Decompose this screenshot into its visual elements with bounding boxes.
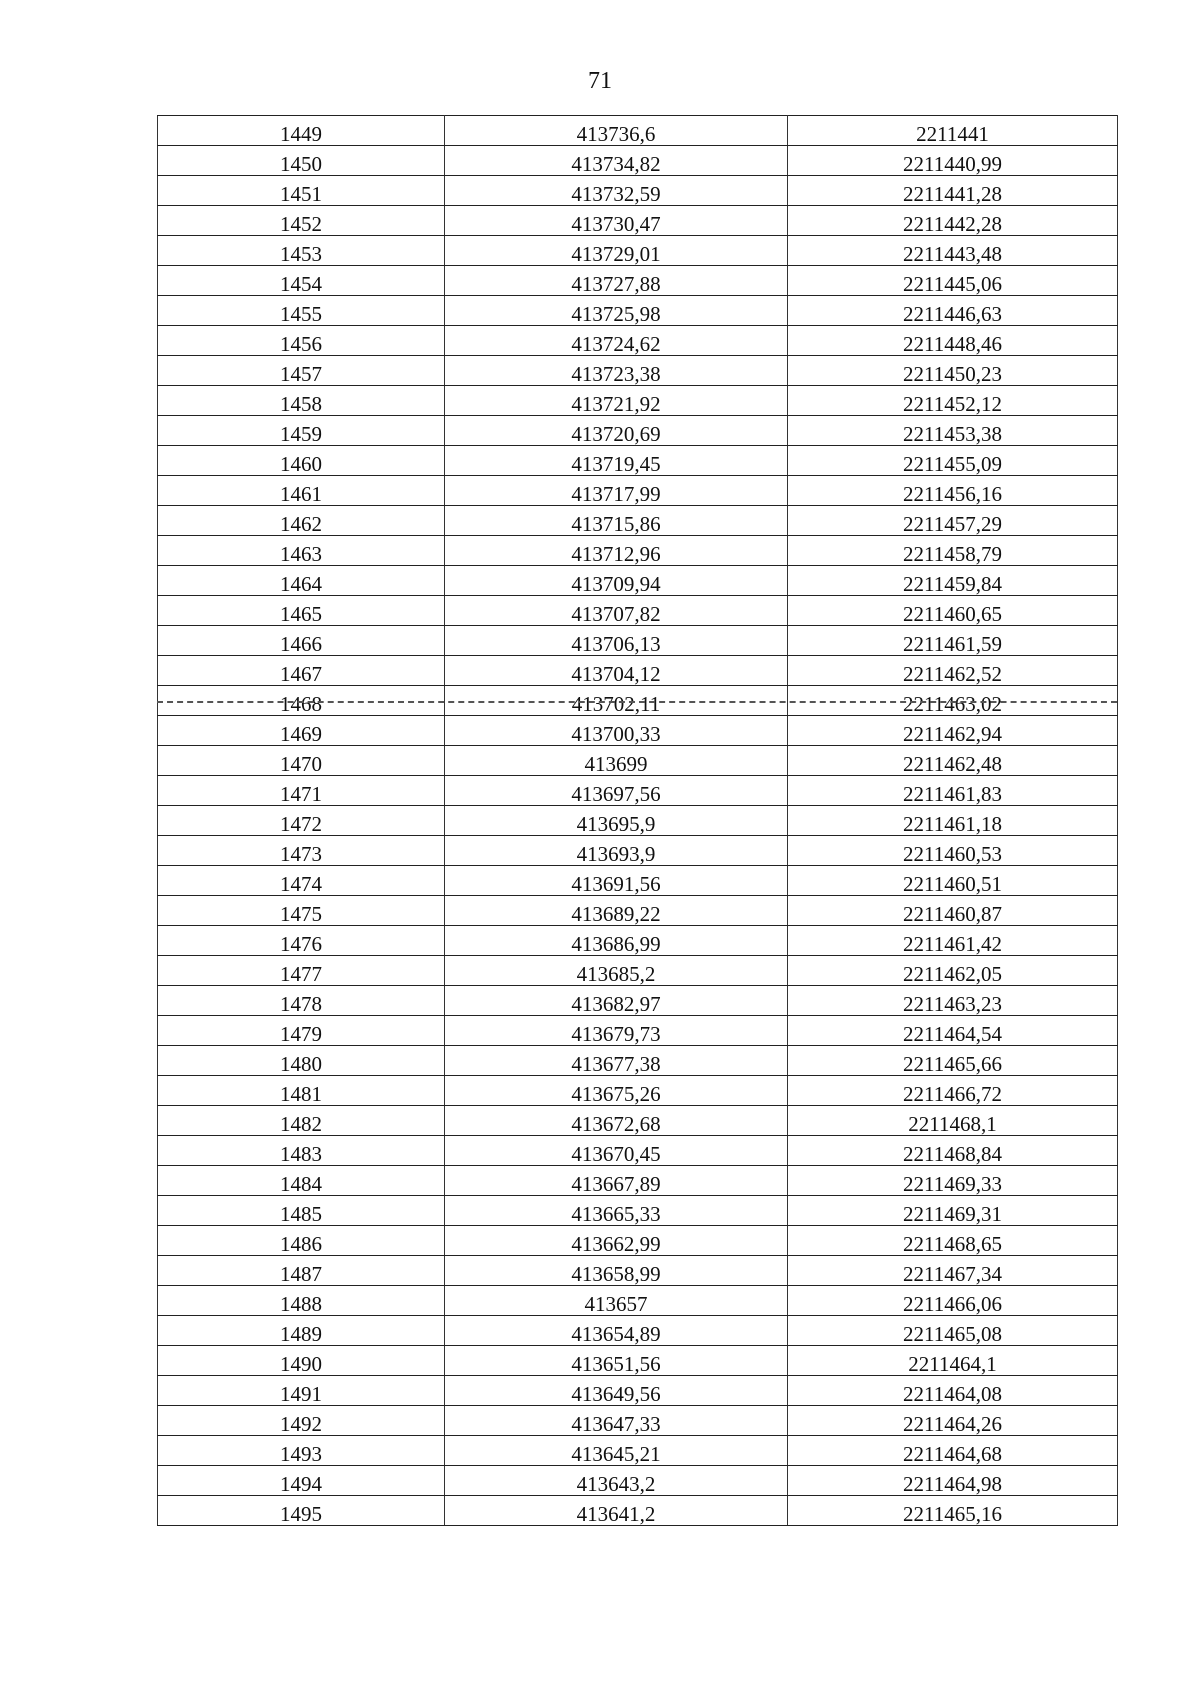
x-coordinate-cell: 413721,92 bbox=[445, 386, 788, 416]
y-coordinate-cell: 2211462,52 bbox=[788, 656, 1118, 686]
x-coordinate-cell: 413675,26 bbox=[445, 1076, 788, 1106]
point-number-cell: 1466 bbox=[158, 626, 445, 656]
point-number-cell: 1485 bbox=[158, 1196, 445, 1226]
scan-dash-line bbox=[157, 701, 1117, 703]
table-row bbox=[158, 626, 1118, 656]
table-row bbox=[158, 1046, 1118, 1076]
y-coordinate-cell: 2211458,79 bbox=[788, 536, 1118, 566]
table-row bbox=[158, 566, 1118, 596]
x-coordinate-cell: 413702,11 bbox=[445, 686, 788, 716]
y-coordinate-cell: 2211445,06 bbox=[788, 266, 1118, 296]
y-coordinate-cell: 2211461,59 bbox=[788, 626, 1118, 656]
table-row bbox=[158, 1406, 1118, 1436]
y-coordinate-cell: 2211466,72 bbox=[788, 1076, 1118, 1106]
table-body bbox=[158, 116, 1118, 1526]
y-coordinate-cell: 2211469,33 bbox=[788, 1166, 1118, 1196]
x-coordinate-cell: 413645,21 bbox=[445, 1436, 788, 1466]
y-coordinate-cell: 2211465,16 bbox=[788, 1496, 1118, 1526]
point-number-cell: 1462 bbox=[158, 506, 445, 536]
y-coordinate-cell: 2211465,08 bbox=[788, 1316, 1118, 1346]
y-coordinate-cell: 2211442,28 bbox=[788, 206, 1118, 236]
y-coordinate-cell: 2211466,06 bbox=[788, 1286, 1118, 1316]
y-coordinate-cell: 2211446,63 bbox=[788, 296, 1118, 326]
y-coordinate-cell: 2211462,05 bbox=[788, 956, 1118, 986]
point-number-cell: 1475 bbox=[158, 896, 445, 926]
x-coordinate-cell: 413699 bbox=[445, 746, 788, 776]
x-coordinate-cell: 413697,56 bbox=[445, 776, 788, 806]
table-row bbox=[158, 1226, 1118, 1256]
x-coordinate-cell: 413709,94 bbox=[445, 566, 788, 596]
x-coordinate-cell: 413693,9 bbox=[445, 836, 788, 866]
table-row bbox=[158, 1256, 1118, 1286]
point-number-cell: 1474 bbox=[158, 866, 445, 896]
x-coordinate-cell: 413725,98 bbox=[445, 296, 788, 326]
table-row bbox=[158, 326, 1118, 356]
y-coordinate-cell: 2211460,51 bbox=[788, 866, 1118, 896]
point-number-cell: 1457 bbox=[158, 356, 445, 386]
y-coordinate-cell: 2211468,1 bbox=[788, 1106, 1118, 1136]
table-row bbox=[158, 926, 1118, 956]
y-coordinate-cell: 2211452,12 bbox=[788, 386, 1118, 416]
point-number-cell: 1452 bbox=[158, 206, 445, 236]
x-coordinate-cell: 413727,88 bbox=[445, 266, 788, 296]
x-coordinate-cell: 413679,73 bbox=[445, 1016, 788, 1046]
point-number-cell: 1469 bbox=[158, 716, 445, 746]
table-row bbox=[158, 356, 1118, 386]
x-coordinate-cell: 413732,59 bbox=[445, 176, 788, 206]
point-number-cell: 1491 bbox=[158, 1376, 445, 1406]
point-number-cell: 1484 bbox=[158, 1166, 445, 1196]
y-coordinate-cell: 2211461,42 bbox=[788, 926, 1118, 956]
point-number-cell: 1483 bbox=[158, 1136, 445, 1166]
y-coordinate-cell: 2211463,02 bbox=[788, 686, 1118, 716]
y-coordinate-cell: 2211464,08 bbox=[788, 1376, 1118, 1406]
page-number: 71 bbox=[588, 68, 612, 94]
x-coordinate-cell: 413670,45 bbox=[445, 1136, 788, 1166]
x-coordinate-cell: 413695,9 bbox=[445, 806, 788, 836]
point-number-cell: 1454 bbox=[158, 266, 445, 296]
x-coordinate-cell: 413685,2 bbox=[445, 956, 788, 986]
y-coordinate-cell: 2211465,66 bbox=[788, 1046, 1118, 1076]
point-number-cell: 1464 bbox=[158, 566, 445, 596]
point-number-cell: 1451 bbox=[158, 176, 445, 206]
x-coordinate-cell: 413649,56 bbox=[445, 1376, 788, 1406]
y-coordinate-cell: 2211468,65 bbox=[788, 1226, 1118, 1256]
point-number-cell: 1489 bbox=[158, 1316, 445, 1346]
x-coordinate-cell: 413647,33 bbox=[445, 1406, 788, 1436]
point-number-cell: 1449 bbox=[158, 116, 445, 146]
table-row bbox=[158, 716, 1118, 746]
point-number-cell: 1478 bbox=[158, 986, 445, 1016]
x-coordinate-cell: 413691,56 bbox=[445, 866, 788, 896]
table-row bbox=[158, 1346, 1118, 1376]
table-row bbox=[158, 1166, 1118, 1196]
table-row bbox=[158, 1106, 1118, 1136]
table-row bbox=[158, 146, 1118, 176]
table-row bbox=[158, 596, 1118, 626]
x-coordinate-cell: 413662,99 bbox=[445, 1226, 788, 1256]
point-number-cell: 1465 bbox=[158, 596, 445, 626]
y-coordinate-cell: 2211440,99 bbox=[788, 146, 1118, 176]
point-number-cell: 1490 bbox=[158, 1346, 445, 1376]
point-number-cell: 1494 bbox=[158, 1466, 445, 1496]
y-coordinate-cell: 2211464,1 bbox=[788, 1346, 1118, 1376]
point-number-cell: 1479 bbox=[158, 1016, 445, 1046]
table-row bbox=[158, 896, 1118, 926]
x-coordinate-cell: 413677,38 bbox=[445, 1046, 788, 1076]
table-row bbox=[158, 806, 1118, 836]
point-number-cell: 1453 bbox=[158, 236, 445, 266]
y-coordinate-cell: 2211469,31 bbox=[788, 1196, 1118, 1226]
x-coordinate-cell: 413643,2 bbox=[445, 1466, 788, 1496]
point-number-cell: 1467 bbox=[158, 656, 445, 686]
y-coordinate-cell: 2211441,28 bbox=[788, 176, 1118, 206]
x-coordinate-cell: 413706,13 bbox=[445, 626, 788, 656]
x-coordinate-cell: 413667,89 bbox=[445, 1166, 788, 1196]
table-row bbox=[158, 386, 1118, 416]
point-number-cell: 1482 bbox=[158, 1106, 445, 1136]
point-number-cell: 1481 bbox=[158, 1076, 445, 1106]
x-coordinate-cell: 413689,22 bbox=[445, 896, 788, 926]
table-row bbox=[158, 956, 1118, 986]
x-coordinate-cell: 413651,56 bbox=[445, 1346, 788, 1376]
y-coordinate-cell: 2211464,98 bbox=[788, 1466, 1118, 1496]
table-row bbox=[158, 1196, 1118, 1226]
table-row bbox=[158, 176, 1118, 206]
point-number-cell: 1493 bbox=[158, 1436, 445, 1466]
point-number-cell: 1471 bbox=[158, 776, 445, 806]
point-number-cell: 1461 bbox=[158, 476, 445, 506]
y-coordinate-cell: 2211464,26 bbox=[788, 1406, 1118, 1436]
y-coordinate-cell: 2211441 bbox=[788, 116, 1118, 146]
table-row bbox=[158, 656, 1118, 686]
y-coordinate-cell: 2211443,48 bbox=[788, 236, 1118, 266]
y-coordinate-cell: 2211463,23 bbox=[788, 986, 1118, 1016]
table-row bbox=[158, 416, 1118, 446]
table-row bbox=[158, 536, 1118, 566]
table-row bbox=[158, 1076, 1118, 1106]
table-row bbox=[158, 1376, 1118, 1406]
table-row bbox=[158, 1466, 1118, 1496]
coordinates-table bbox=[157, 115, 1118, 1526]
y-coordinate-cell: 2211461,18 bbox=[788, 806, 1118, 836]
y-coordinate-cell: 2211460,53 bbox=[788, 836, 1118, 866]
point-number-cell: 1455 bbox=[158, 296, 445, 326]
y-coordinate-cell: 2211459,84 bbox=[788, 566, 1118, 596]
x-coordinate-cell: 413700,33 bbox=[445, 716, 788, 746]
x-coordinate-cell: 413736,6 bbox=[445, 116, 788, 146]
y-coordinate-cell: 2211448,46 bbox=[788, 326, 1118, 356]
x-coordinate-cell: 413720,69 bbox=[445, 416, 788, 446]
table-row bbox=[158, 206, 1118, 236]
table-row bbox=[158, 446, 1118, 476]
x-coordinate-cell: 413704,12 bbox=[445, 656, 788, 686]
table-row bbox=[158, 1436, 1118, 1466]
table-row bbox=[158, 1136, 1118, 1166]
table-row bbox=[158, 1016, 1118, 1046]
x-coordinate-cell: 413682,97 bbox=[445, 986, 788, 1016]
table-row bbox=[158, 1316, 1118, 1346]
x-coordinate-cell: 413734,82 bbox=[445, 146, 788, 176]
x-coordinate-cell: 413723,38 bbox=[445, 356, 788, 386]
point-number-cell: 1486 bbox=[158, 1226, 445, 1256]
x-coordinate-cell: 413717,99 bbox=[445, 476, 788, 506]
table-row bbox=[158, 296, 1118, 326]
y-coordinate-cell: 2211464,68 bbox=[788, 1436, 1118, 1466]
table-row bbox=[158, 506, 1118, 536]
y-coordinate-cell: 2211455,09 bbox=[788, 446, 1118, 476]
table-row bbox=[158, 476, 1118, 506]
table-row bbox=[158, 986, 1118, 1016]
y-coordinate-cell: 2211462,48 bbox=[788, 746, 1118, 776]
point-number-cell: 1473 bbox=[158, 836, 445, 866]
y-coordinate-cell: 2211461,83 bbox=[788, 776, 1118, 806]
x-coordinate-cell: 413719,45 bbox=[445, 446, 788, 476]
x-coordinate-cell: 413707,82 bbox=[445, 596, 788, 626]
table-row bbox=[158, 266, 1118, 296]
table-row bbox=[158, 236, 1118, 266]
table-row bbox=[158, 866, 1118, 896]
y-coordinate-cell: 2211456,16 bbox=[788, 476, 1118, 506]
point-number-cell: 1495 bbox=[158, 1496, 445, 1526]
table-row bbox=[158, 1286, 1118, 1316]
y-coordinate-cell: 2211453,38 bbox=[788, 416, 1118, 446]
y-coordinate-cell: 2211467,34 bbox=[788, 1256, 1118, 1286]
point-number-cell: 1460 bbox=[158, 446, 445, 476]
point-number-cell: 1458 bbox=[158, 386, 445, 416]
point-number-cell: 1477 bbox=[158, 956, 445, 986]
y-coordinate-cell: 2211464,54 bbox=[788, 1016, 1118, 1046]
y-coordinate-cell: 2211462,94 bbox=[788, 716, 1118, 746]
y-coordinate-cell: 2211457,29 bbox=[788, 506, 1118, 536]
y-coordinate-cell: 2211460,87 bbox=[788, 896, 1118, 926]
point-number-cell: 1492 bbox=[158, 1406, 445, 1436]
point-number-cell: 1488 bbox=[158, 1286, 445, 1316]
point-number-cell: 1487 bbox=[158, 1256, 445, 1286]
point-number-cell: 1459 bbox=[158, 416, 445, 446]
table-row bbox=[158, 746, 1118, 776]
point-number-cell: 1470 bbox=[158, 746, 445, 776]
point-number-cell: 1468 bbox=[158, 686, 445, 716]
x-coordinate-cell: 413730,47 bbox=[445, 206, 788, 236]
point-number-cell: 1450 bbox=[158, 146, 445, 176]
table-row bbox=[158, 776, 1118, 806]
point-number-cell: 1456 bbox=[158, 326, 445, 356]
y-coordinate-cell: 2211460,65 bbox=[788, 596, 1118, 626]
x-coordinate-cell: 413712,96 bbox=[445, 536, 788, 566]
table-row bbox=[158, 836, 1118, 866]
point-number-cell: 1472 bbox=[158, 806, 445, 836]
y-coordinate-cell: 2211468,84 bbox=[788, 1136, 1118, 1166]
x-coordinate-cell: 413715,86 bbox=[445, 506, 788, 536]
x-coordinate-cell: 413657 bbox=[445, 1286, 788, 1316]
x-coordinate-cell: 413724,62 bbox=[445, 326, 788, 356]
x-coordinate-cell: 413686,99 bbox=[445, 926, 788, 956]
x-coordinate-cell: 413665,33 bbox=[445, 1196, 788, 1226]
point-number-cell: 1476 bbox=[158, 926, 445, 956]
x-coordinate-cell: 413654,89 bbox=[445, 1316, 788, 1346]
x-coordinate-cell: 413729,01 bbox=[445, 236, 788, 266]
x-coordinate-cell: 413658,99 bbox=[445, 1256, 788, 1286]
table-row bbox=[158, 116, 1118, 146]
x-coordinate-cell: 413672,68 bbox=[445, 1106, 788, 1136]
point-number-cell: 1480 bbox=[158, 1046, 445, 1076]
y-coordinate-cell: 2211450,23 bbox=[788, 356, 1118, 386]
point-number-cell: 1463 bbox=[158, 536, 445, 566]
table-row bbox=[158, 1496, 1118, 1526]
x-coordinate-cell: 413641,2 bbox=[445, 1496, 788, 1526]
